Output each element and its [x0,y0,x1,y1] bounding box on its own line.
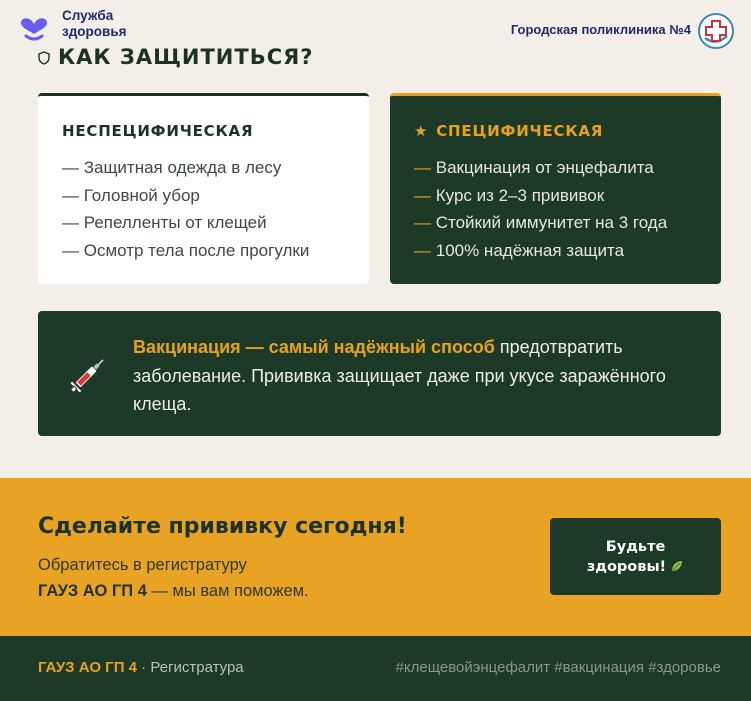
nonspecific-list [62,154,309,264]
banner-rest: предотвратить заболевание. Прививка защищает даже при укусе заражённого клеща. [133,337,666,414]
list-item-text: Стойкий иммунитет на 3 года [435,213,668,232]
banner-text [133,333,703,419]
heart-logo-icon [18,10,50,42]
section-title [38,45,313,69]
nonspecific-card [38,93,369,284]
call-to-action-section [0,478,751,636]
list-item: — Защитная одежда в лесу [62,158,282,177]
footer-dept: Регистратура [150,659,244,676]
footer [0,636,751,701]
cta-org: ГАУЗ АО ГП 4 [38,582,147,600]
star-icon: ★ [414,122,429,140]
list-item [414,154,667,182]
cta-line-2 [38,578,309,604]
list-item: — Головной убор [62,185,200,205]
vaccination-banner [38,311,721,436]
leaf-icon [670,559,684,573]
footer-separator: · [136,659,151,676]
syringe-icon [68,353,110,395]
button-line-1: Будьте [605,538,666,555]
specific-list [414,154,667,264]
button-line-2: здоровы! [586,558,667,575]
brand-line-1: Служба [62,8,114,23]
cta-title: Сделайте прививку сегодня! [38,514,407,539]
medical-cross-emblem-icon [697,12,735,50]
list-item [414,182,667,210]
footer-hashtags: #клещевойэнцефалит #вакцинация #здоровье [395,659,721,676]
list-item: — Осмотр тела после прогулки [62,240,310,260]
footer-org [38,659,244,676]
brand-logo-text [62,8,127,40]
list-dash: — [414,158,431,177]
list-dash: — [414,240,431,260]
clinic-name: Городская поликлиника №4 [510,22,691,37]
specific-card [390,93,721,284]
list-item [414,237,667,265]
list-item-text: Курс из 2–3 прививок [435,185,605,205]
specific-card-title-row [414,122,603,140]
list-dash: — [414,213,431,232]
list-item: — Репелленты от клещей [62,213,267,232]
list-item-text: 100% надёжная защита [435,240,625,260]
banner-highlight: Вакцинация — самый надёжный способ [133,337,495,357]
shield-icon [38,51,50,65]
cta-subtitle [38,552,309,604]
cta-line-1: Обратитесь в регистратуру [38,556,247,574]
cta-line-2-rest: — мы вам поможем. [146,582,309,600]
list-dash: — [414,185,431,205]
footer-org-name: ГАУЗ АО ГП 4 [38,659,137,676]
specific-card-title: СПЕЦИФИЧЕСКАЯ [436,122,604,140]
nonspecific-card-title: НЕСПЕЦИФИЧЕСКАЯ [62,122,254,140]
list-item-text: Вакцинация от энцефалита [435,158,654,177]
section-title-text: КАК ЗАЩИТИТЬСЯ? [58,45,314,69]
list-item [414,209,667,237]
brand-line-2: здоровья [62,24,127,39]
be-healthy-button[interactable] [550,518,721,595]
